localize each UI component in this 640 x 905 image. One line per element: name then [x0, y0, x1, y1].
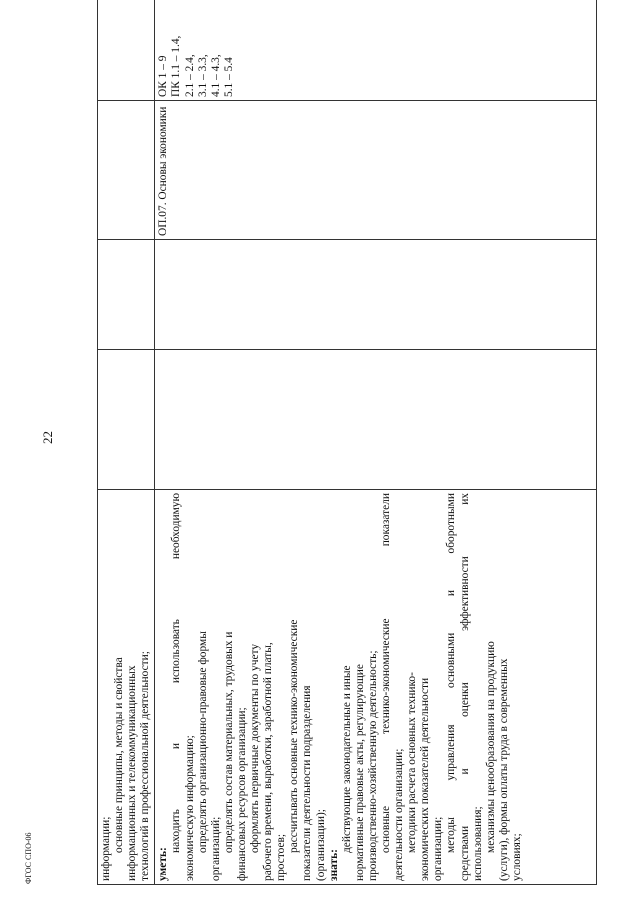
text-line: основные технико-экономические показатели: [379, 493, 392, 853]
discipline-name: ОП.07. Основы экономики: [157, 106, 170, 236]
competency-line: 2.1 – 2.4,: [183, 54, 196, 97]
text-line: экономическую информацию;: [183, 735, 196, 881]
footer-label: ФГОС СПО-06: [24, 832, 33, 884]
text-line: рассчитывать основные технико-экономические: [288, 619, 301, 853]
text-line: технологий в профессиональной деятельности;: [139, 651, 152, 881]
text-line: находить и использовать необходимую: [170, 493, 183, 853]
text-line: (услуги), формы оплаты труда в современных: [497, 658, 510, 881]
text-line: информационных и телекоммуникационных: [126, 665, 139, 881]
competency-cell: [98, 0, 155, 101]
competency-line: ОК 1 – 9: [157, 55, 170, 97]
table-row: [98, 0, 155, 885]
description-cell: [98, 490, 155, 885]
text-line: действующие законодательные и иные: [340, 665, 353, 853]
text-line: организаций;: [209, 816, 222, 881]
text-line: информации;: [100, 816, 112, 881]
text-line: экономических показателей деятельности: [419, 677, 432, 881]
hours-cell: [155, 240, 597, 350]
text-line: оформлять первичные документы по учету: [249, 643, 262, 853]
text-line: методики расчета основных технико-: [406, 672, 419, 853]
text-line: производственно-хозяйственную деятельность;: [366, 650, 379, 881]
text-line: механизмы ценообразования на продукцию: [484, 641, 497, 853]
competency-line: 5.1 – 5.4: [222, 57, 235, 97]
text-line: показатели деятельности подразделения: [301, 685, 314, 881]
text-line: деятельности организации;: [393, 748, 406, 881]
hours-cell: [98, 240, 155, 350]
text-line: основные принципы, методы и свойства: [113, 657, 126, 853]
text-line: использования;: [471, 806, 484, 881]
competency-cell: [155, 0, 597, 101]
znat-label: знать:: [327, 849, 340, 881]
competency-line: 4.1 – 4.3,: [209, 54, 222, 97]
competency-line: 3.1 – 3.3,: [196, 54, 209, 97]
discipline-cell: [155, 101, 597, 240]
description-cell: [155, 490, 597, 885]
umet-label: уметь:: [157, 847, 170, 881]
text-line: определять организационно-правовые формы: [196, 631, 209, 853]
text-line: нормативные правовые акты, регулирующие: [353, 664, 366, 881]
rotated-table-page: [97, 20, 597, 885]
hours-cell: [98, 350, 155, 490]
text-line: определять состав материальных, трудовых и: [222, 631, 235, 853]
competency-line: ПК 1.1 – 1.4,: [170, 35, 183, 97]
text-line: финансовых ресурсов организации;: [235, 707, 248, 881]
discipline-cell: [98, 101, 155, 240]
text-line: средствами и оценки эффективности их: [458, 493, 471, 881]
hours-cell: [155, 350, 597, 490]
text-line: условиях;: [510, 833, 523, 881]
page-number: 22: [40, 431, 55, 444]
text-line: простоев;: [275, 833, 288, 881]
text-line: организации;: [432, 816, 445, 881]
text-line: (организации);: [314, 809, 327, 881]
text-line: рабочего времени, выработки, заработной платы,: [262, 642, 275, 881]
table-row: [155, 0, 597, 885]
curriculum-table: [97, 0, 597, 885]
text-line: методы управления основными и оборотными: [445, 493, 458, 853]
